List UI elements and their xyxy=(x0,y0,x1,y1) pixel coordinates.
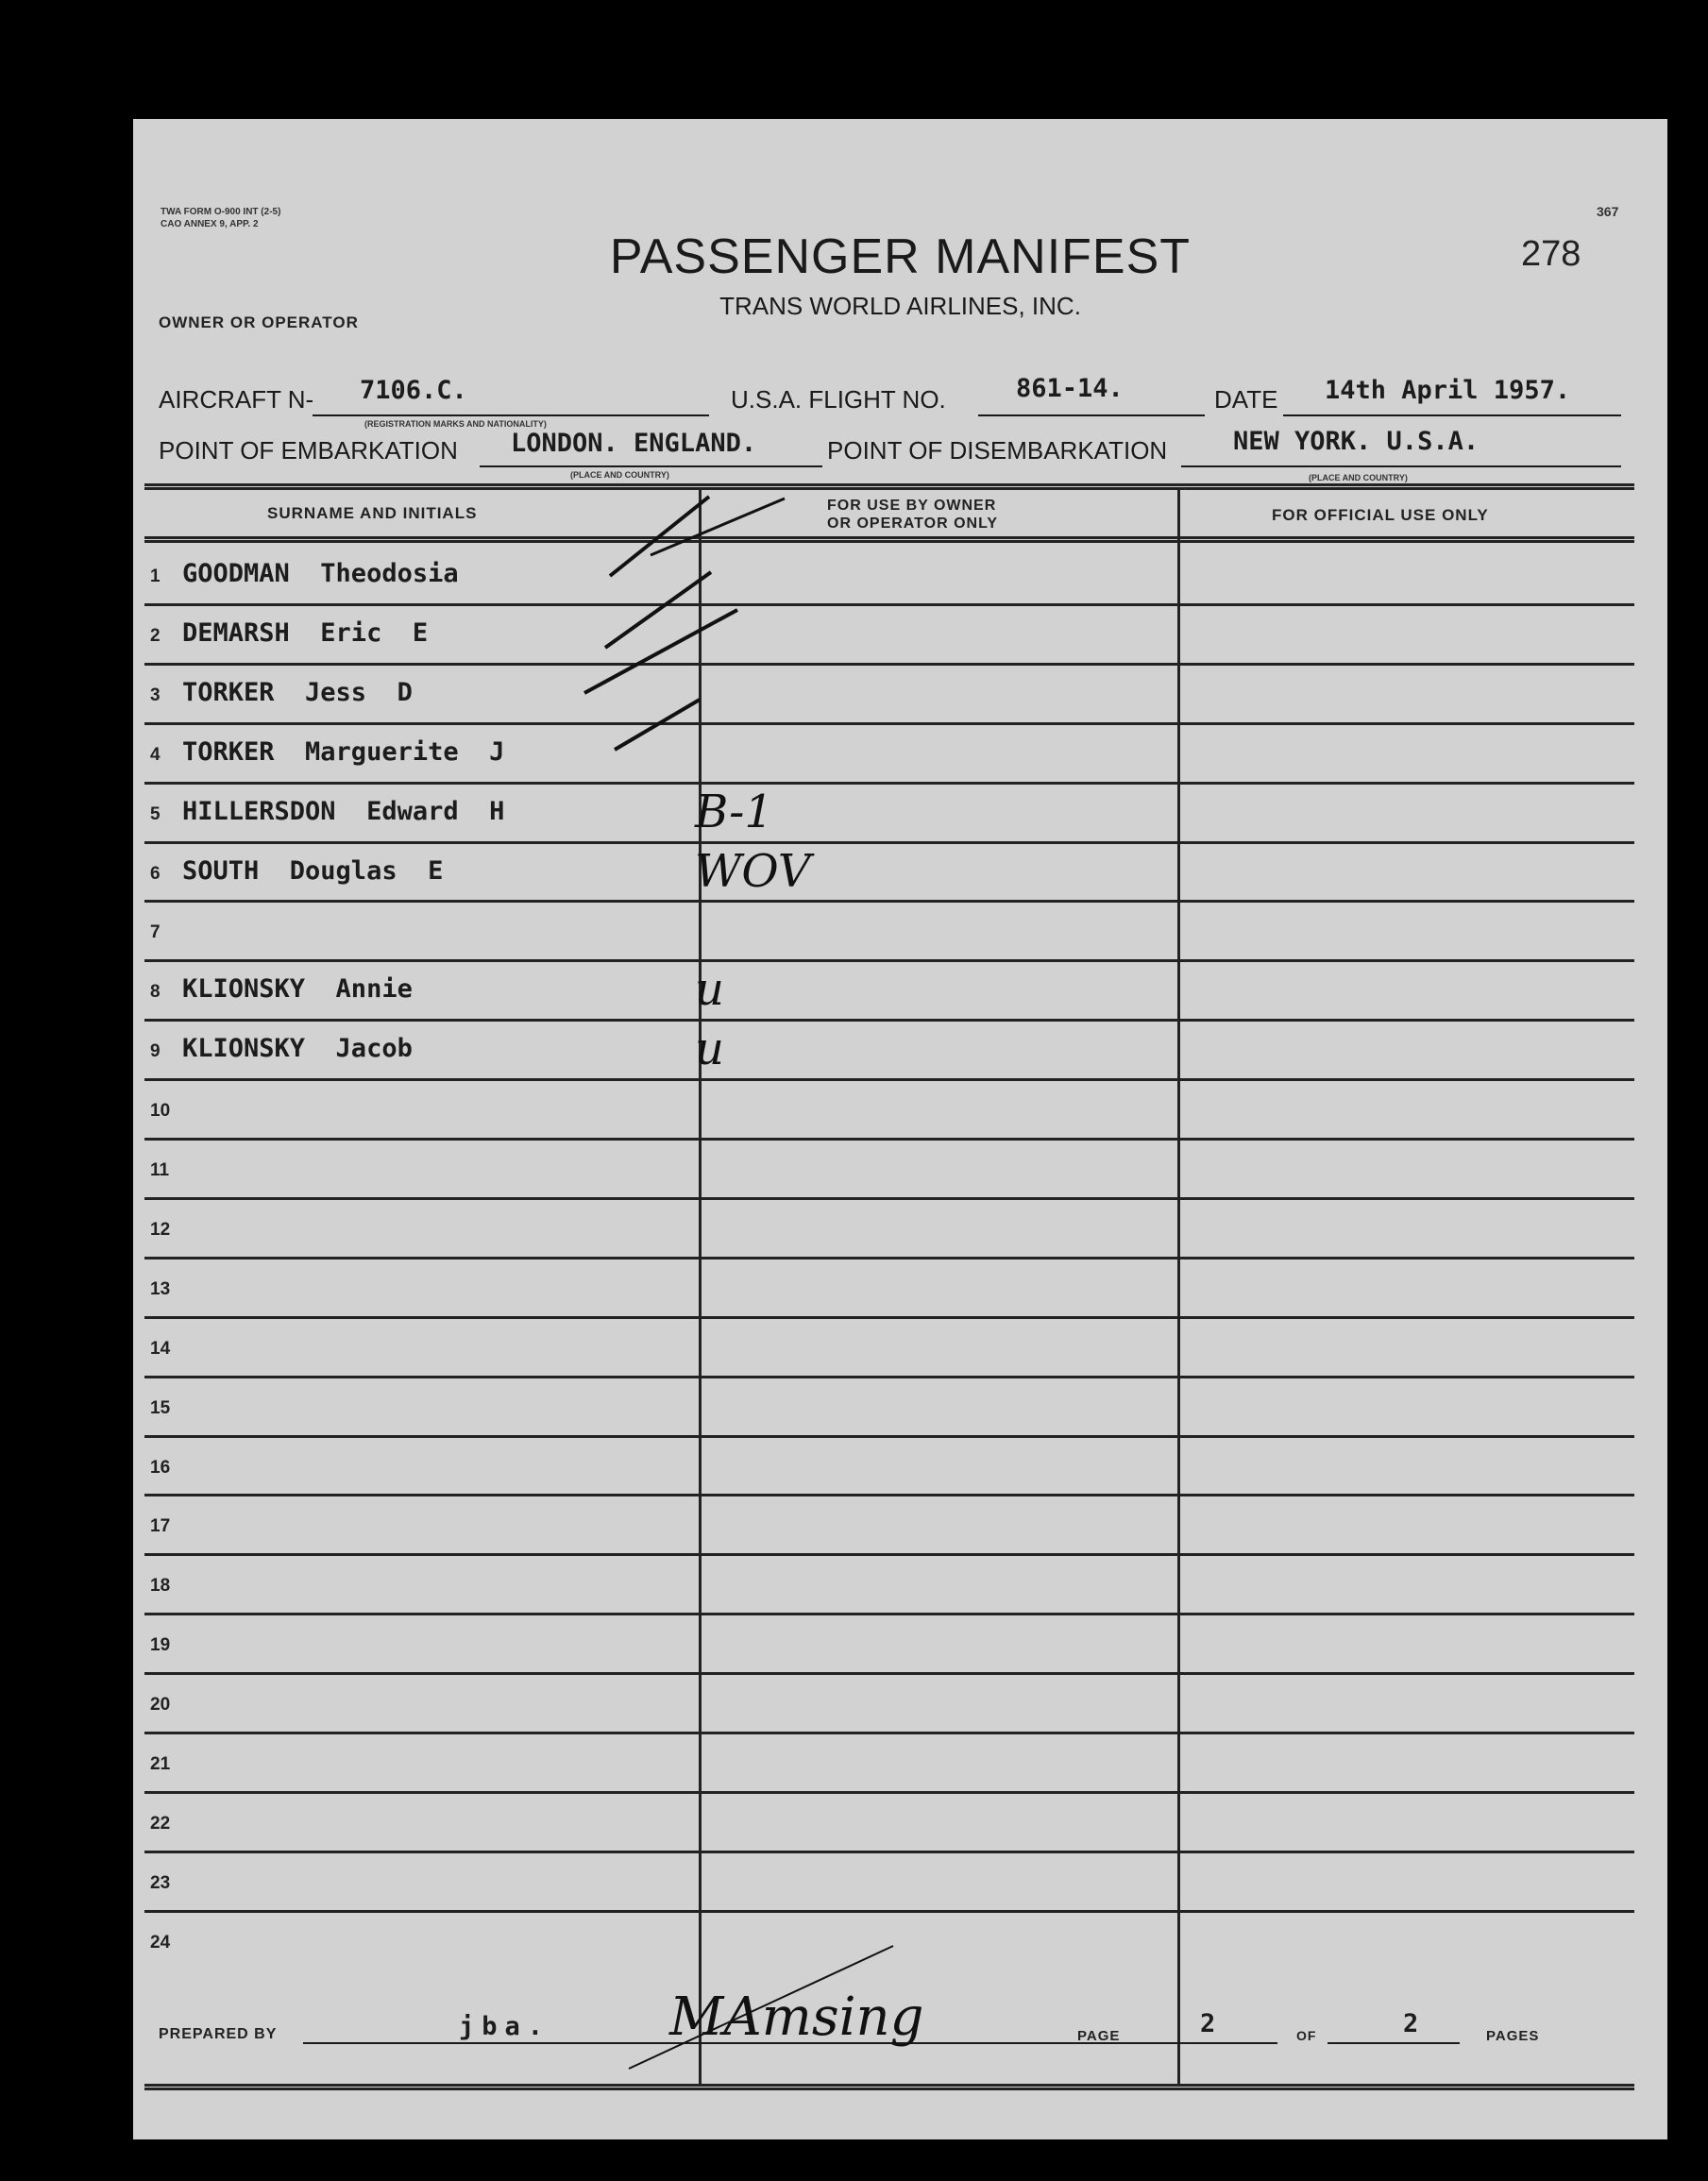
owner-label: OWNER OR OPERATOR xyxy=(159,313,359,331)
owner-use-mark: WOV xyxy=(695,844,811,898)
row-number: 3 xyxy=(150,685,161,705)
corner-number: 367 xyxy=(1597,204,1619,219)
aircraft-label: AIRCRAFT N- xyxy=(159,385,314,414)
row-number: 8 xyxy=(150,982,161,1003)
passenger-name: HILLERSDON Edward H xyxy=(182,796,505,826)
form-id: TWA FORM O-900 INT (2-5) CAO ANNEX 9, APP. 2 xyxy=(161,207,281,229)
col-surname-header: SURNAME AND INITIALS xyxy=(267,504,478,522)
disembark-note: (PLACE AND COUNTRY) xyxy=(1309,473,1408,482)
embark-value: LONDON. ENGLAND. xyxy=(511,429,757,458)
date-value: 14th April 1957. xyxy=(1325,376,1571,405)
row-number: 11 xyxy=(150,1160,170,1180)
row-number: 15 xyxy=(150,1397,171,1418)
embark-label: POINT OF EMBARKATION xyxy=(159,436,458,465)
airline-name: TRANS WORLD AIRLINES, INC. xyxy=(719,292,1081,320)
row-number: 2 xyxy=(150,625,161,646)
row-number: 23 xyxy=(150,1872,171,1893)
row-number: 4 xyxy=(150,744,161,765)
owner-use-mark: u xyxy=(695,1023,724,1076)
of-value: 2 xyxy=(1403,2009,1419,2038)
check-marks xyxy=(133,119,1667,2139)
flight-value: 861-14. xyxy=(1016,374,1124,403)
owner-use-mark: B-1 xyxy=(695,785,773,838)
passenger-name: DEMARSH Eric E xyxy=(182,617,429,648)
pages-label: PAGES xyxy=(1486,2028,1540,2044)
of-label: OF xyxy=(1296,2028,1317,2043)
col-owner-header: FOR USE BY OWNER OR OPERATOR ONLY xyxy=(827,498,999,532)
passenger-name: TORKER Jess D xyxy=(182,677,413,707)
row-number: 24 xyxy=(150,1932,171,1953)
page-number: 278 xyxy=(1521,234,1581,274)
manifest-sheet xyxy=(133,119,1667,2139)
row-number: 14 xyxy=(150,1338,171,1359)
row-number: 13 xyxy=(150,1278,171,1299)
disembark-value: NEW YORK. U.S.A. xyxy=(1233,427,1480,456)
aircraft-value: 7106.C. xyxy=(360,376,467,405)
row-number: 19 xyxy=(150,1635,171,1656)
row-number: 1 xyxy=(150,566,161,586)
row-number: 21 xyxy=(150,1754,171,1774)
col-official-header: FOR OFFICIAL USE ONLY xyxy=(1272,506,1489,524)
passenger-name: GOODMAN Theodosia xyxy=(182,559,459,588)
passenger-name: TORKER Marguerite J xyxy=(182,736,505,767)
row-number: 20 xyxy=(150,1695,171,1716)
page-label: PAGE xyxy=(1077,2028,1121,2044)
disembark-label: POINT OF DISEMBARKATION xyxy=(827,436,1168,465)
passenger-name: SOUTH Douglas E xyxy=(182,855,444,886)
row-number: 16 xyxy=(150,1457,171,1478)
signature: MAmsing xyxy=(669,1987,924,2048)
passenger-name: KLIONSKY Annie xyxy=(182,974,413,1005)
prepared-label: PREPARED BY xyxy=(159,2026,278,2042)
flight-label: U.S.A. FLIGHT NO. xyxy=(731,385,946,414)
embark-note: (PLACE AND COUNTRY) xyxy=(570,470,669,480)
page-title: PASSENGER MANIFEST xyxy=(609,229,1192,284)
prepared-value: jba. xyxy=(459,2012,551,2041)
row-number: 18 xyxy=(150,1576,171,1597)
passenger-name: KLIONSKY Jacob xyxy=(182,1034,413,1064)
row-number: 10 xyxy=(150,1101,171,1122)
owner-use-mark: u xyxy=(695,963,724,1017)
page-value: 2 xyxy=(1200,2009,1216,2038)
row-number: 9 xyxy=(150,1041,161,1062)
row-number: 22 xyxy=(150,1813,171,1834)
row-number: 6 xyxy=(150,863,161,884)
row-number: 17 xyxy=(150,1516,171,1537)
registration-note: (REGISTRATION MARKS AND NATIONALITY) xyxy=(364,419,547,429)
row-number: 12 xyxy=(150,1219,171,1240)
row-number: 7 xyxy=(150,922,161,943)
date-label: DATE xyxy=(1214,385,1278,414)
row-number: 5 xyxy=(150,803,161,824)
